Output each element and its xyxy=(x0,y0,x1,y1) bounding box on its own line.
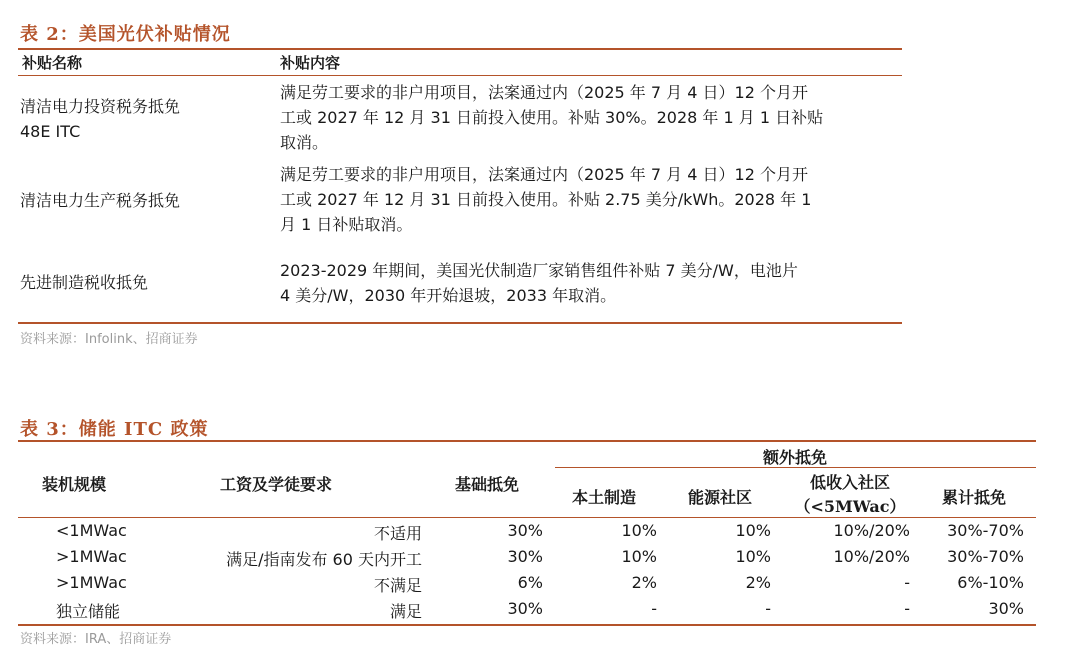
table3-cell-wage: 不满足 xyxy=(373,576,422,595)
table3-cell-total: 6%-10% xyxy=(957,573,1024,592)
table3-cell-energy: - xyxy=(765,599,771,618)
table2-title: 表 2：美国光伏补贴情况 xyxy=(20,24,231,45)
table3-cell-wage: 满足/指南发布 60 天内开工 xyxy=(226,550,422,569)
table3-source: 资料来源：IRA、招商证券 xyxy=(20,632,172,647)
table2-row3-content-line: 2023-2029 年期间，美国光伏制造厂家销售组件补贴 7 美分/W，电池片 xyxy=(280,261,798,280)
table3-cell-base: 30% xyxy=(507,547,543,566)
table2-row1-name xyxy=(20,94,270,144)
table2-source: 资料来源：Infolink、招商证券 xyxy=(20,332,198,347)
table3-cell-base: 30% xyxy=(507,599,543,618)
table3-group-rule xyxy=(555,467,1036,468)
table3-cell-base: 6% xyxy=(517,573,543,592)
table3-cell-base: 30% xyxy=(507,521,543,540)
table3-top-rule xyxy=(18,440,1036,442)
table3-header-scale: 装机规模 xyxy=(42,475,107,494)
table3-cell-domestic: 10% xyxy=(621,547,657,566)
table2-row3-name xyxy=(20,270,270,295)
table3-cell-wage: 不适用 xyxy=(373,524,422,543)
table3-cell-lowincome: 10%/20% xyxy=(833,547,910,566)
table3-header-wage: 工资及学徒要求 xyxy=(220,475,333,494)
table3-header-base: 基础抵免 xyxy=(455,475,520,494)
table3-header-total: 累计抵免 xyxy=(942,488,1007,507)
table3-cell-scale: 独立储能 xyxy=(56,602,121,621)
table3-cell-scale: <1MWac xyxy=(56,521,127,540)
table3-header-lowincome-line1: 低收入社区 xyxy=(809,473,890,492)
table3-cell-total: 30% xyxy=(988,599,1024,618)
table3-cell-total: 30%-70% xyxy=(947,547,1024,566)
table2-row1-name-line: 48E ITC xyxy=(20,122,81,141)
table3-cell-lowincome: - xyxy=(904,599,910,618)
table2-row2-content xyxy=(280,162,900,237)
table2-row3-content-line: 4 美分/W，2030 年开始退坡，2033 年取消。 xyxy=(280,286,617,305)
table3-cell-scale: >1MWac xyxy=(56,547,127,566)
table2-bottom-rule xyxy=(18,322,902,324)
table2-row2-content-line: 满足劳工要求的非户用项目，法案通过内（2025 年 7 月 4 日）12 个月开 xyxy=(280,165,808,184)
table2-row3-content xyxy=(280,258,900,308)
table3-cell-domestic: 10% xyxy=(621,521,657,540)
table3-cell-lowincome: - xyxy=(904,573,910,592)
table2-row2-content-line: 工或 2027 年 12 月 31 日前投入使用。补贴 2.75 美分/kWh。2028 年 1 xyxy=(280,190,812,209)
table2-row1-content-line: 满足劳工要求的非户用项目，法案通过内（2025 年 7 月 4 日）12 个月开 xyxy=(280,83,808,102)
table3-cell-energy: 2% xyxy=(745,573,771,592)
table3-cell-energy: 10% xyxy=(735,521,771,540)
table3-header-energy: 能源社区 xyxy=(688,488,753,507)
table3-header-domestic: 本土制造 xyxy=(572,488,637,507)
table2-row2-name xyxy=(20,188,270,213)
table2-row1-content-line: 取消。 xyxy=(280,133,329,152)
table3-cell-domestic: - xyxy=(651,599,657,618)
table2-row1-name-line: 清洁电力投资税务抵免 xyxy=(20,97,181,116)
table2-header-content: 补贴内容 xyxy=(280,54,341,72)
table3-cell-energy: 10% xyxy=(735,547,771,566)
table3-cell-wage: 满足 xyxy=(389,602,422,621)
table2-header-name: 补贴名称 xyxy=(22,54,83,72)
table3-cell-scale: >1MWac xyxy=(56,573,127,592)
table2-row2-name-line: 清洁电力生产税务抵免 xyxy=(20,191,181,210)
table3-group-header: 额外抵免 xyxy=(762,448,827,467)
table3-header-lowincome-line2: （<5MWac） xyxy=(794,497,906,516)
table2-row2-content-line: 月 1 日补贴取消。 xyxy=(280,215,413,234)
table2-row1-content-line: 工或 2027 年 12 月 31 日前投入使用。补贴 30%。2028 年 1 月 1 日补贴 xyxy=(280,108,824,127)
table2-row3-name-line: 先进制造税收抵免 xyxy=(20,273,149,292)
table3-header-rule xyxy=(18,517,1036,518)
table3-bottom-rule xyxy=(18,624,1036,626)
table2-header-rule xyxy=(18,75,902,76)
table2-row1-content xyxy=(280,80,900,155)
table3-cell-lowincome: 10%/20% xyxy=(833,521,910,540)
table3-header-lowincome xyxy=(790,471,910,519)
table2-top-rule xyxy=(18,48,902,50)
table3-title: 表 3：储能 ITC 政策 xyxy=(20,419,209,440)
table3-cell-total: 30%-70% xyxy=(947,521,1024,540)
table3-cell-domestic: 2% xyxy=(631,573,657,592)
